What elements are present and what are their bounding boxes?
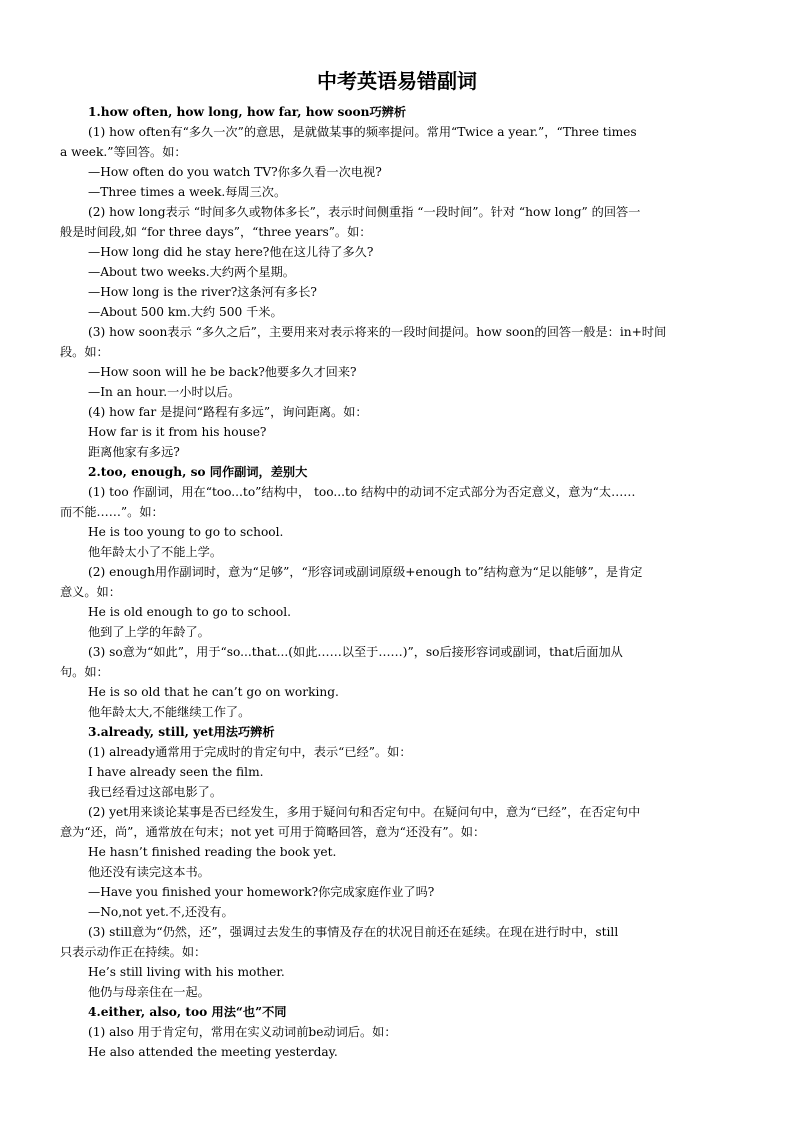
text-line: (4) how far 是提问“路程有多远”，询问距离。如： bbox=[88, 405, 368, 419]
text-line: 意义。如： bbox=[60, 585, 121, 599]
text-line: —Three times a week.每周三次。 bbox=[88, 185, 287, 199]
text-line: (1) already通常用于完成时的肯定句中，表示“已经”。如： bbox=[88, 745, 412, 759]
text-line: —About two weeks.大约两个星期。 bbox=[88, 265, 295, 279]
text-line: 般是时间段,如 “for three days”，“three years”。如： bbox=[60, 225, 372, 239]
text-line: (1) also 用于肯定句，常用在实义动词前be动词后。如： bbox=[88, 1025, 397, 1039]
text-line: —About 500 km.大约 500 千米。 bbox=[88, 305, 283, 319]
text-line: (1) too 作副词，用在“too...to”结构中， too...to 结构中的动词不定式部分为否定意义，意为“太…… bbox=[88, 485, 636, 499]
text-line: —How long is the river?这条河有多长? bbox=[88, 285, 317, 299]
text-line: He also attended the meeting yesterday. bbox=[88, 1045, 338, 1059]
text-line: 他年龄太小了不能上学。 bbox=[88, 545, 223, 559]
text-line: (3) still意为“仍然，还”，强调过去发生的事情及存在的状况目前还在延续。在现在进行时中，still bbox=[88, 925, 619, 939]
text-line: He’s still living with his mother. bbox=[88, 965, 285, 979]
text-line: 他到了上学的年龄了。 bbox=[88, 625, 210, 639]
text-line: (2) how long表示 “时间多久或物体多长”，表示时间侧重指 “一段时间”。针对 “how long” 的回答一 bbox=[88, 205, 641, 219]
text-line: —In an hour.一小时以后。 bbox=[88, 385, 241, 399]
document-body bbox=[60, 102, 734, 1062]
section-heading: 4.either, also, too 用法“也”不同 bbox=[88, 1005, 287, 1019]
text-line: How far is it from his house? bbox=[88, 425, 267, 439]
text-line: a week.”等回答。如： bbox=[60, 145, 187, 159]
page-title: 中考英语易错副词 bbox=[317, 69, 477, 93]
text-line: 他年龄太大,不能继续工作了。 bbox=[88, 705, 251, 719]
text-line: (3) how soon表示 “多久之后”，主要用来对表示将来的一段时间提问。how soon的回答一般是：in+时间 bbox=[88, 325, 667, 339]
section-heading: 2.too, enough, so 同作副词，差别大 bbox=[88, 465, 308, 479]
section-heading: 3.already, still, yet用法巧辨析 bbox=[88, 725, 275, 739]
text-line: —How soon will he be back?他要多久才回来? bbox=[88, 365, 357, 379]
text-line: —No,not yet.不,还没有。 bbox=[88, 905, 234, 919]
text-line: 段。如： bbox=[60, 345, 109, 359]
text-line: 我已经看过这部电影了。 bbox=[88, 785, 223, 799]
text-line: —Have you finished your homework?你完成家庭作业了吗? bbox=[88, 885, 435, 899]
text-line: He hasn’t finished reading the book yet. bbox=[88, 845, 337, 859]
text-line: 他还没有读完这本书。 bbox=[88, 865, 210, 879]
text-line: (3) so意为“如此”，用于“so...that...(如此……以至于……)”，so后接形容词或副词，that后面加从 bbox=[88, 645, 623, 659]
text-line: He is so old that he can’t go on working. bbox=[88, 685, 339, 699]
section-heading: 1.how often, how long, how far, how soon巧辨析 bbox=[88, 105, 407, 119]
text-line: He is too young to go to school. bbox=[88, 525, 284, 539]
text-line: 意为“还，尚”，通常放在句末；not yet 可用于简略回答，意为“还没有”。如： bbox=[60, 825, 486, 839]
text-line: (2) enough用作副词时，意为“足够”，“形容词或副词原级+enough to”结构意为“足以能够”，是肯定 bbox=[88, 565, 643, 579]
text-line: 只表示动作正在持续。如： bbox=[60, 945, 207, 959]
text-line: 句。如： bbox=[60, 665, 109, 679]
text-line: 距离他家有多远? bbox=[88, 445, 180, 459]
text-line: —How often do you watch TV?你多久看一次电视? bbox=[88, 165, 382, 179]
text-line: I have already seen the film. bbox=[88, 765, 264, 779]
text-line: 而不能……”。如： bbox=[60, 505, 164, 519]
text-line: 他仍与母亲住在一起。 bbox=[88, 985, 210, 999]
text-line: (2) yet用来谈论某事是否已经发生，多用于疑问句和否定句中。在疑问句中，意为“已经”，在否定句中 bbox=[88, 805, 641, 819]
text-line: —How long did he stay here?他在这儿待了多久? bbox=[88, 245, 374, 259]
text-line: (1) how often有“多久一次”的意思，是就做某事的频率提问。常用“Twice a year.”，“Three times bbox=[88, 125, 637, 139]
text-line: He is old enough to go to school. bbox=[88, 605, 292, 619]
